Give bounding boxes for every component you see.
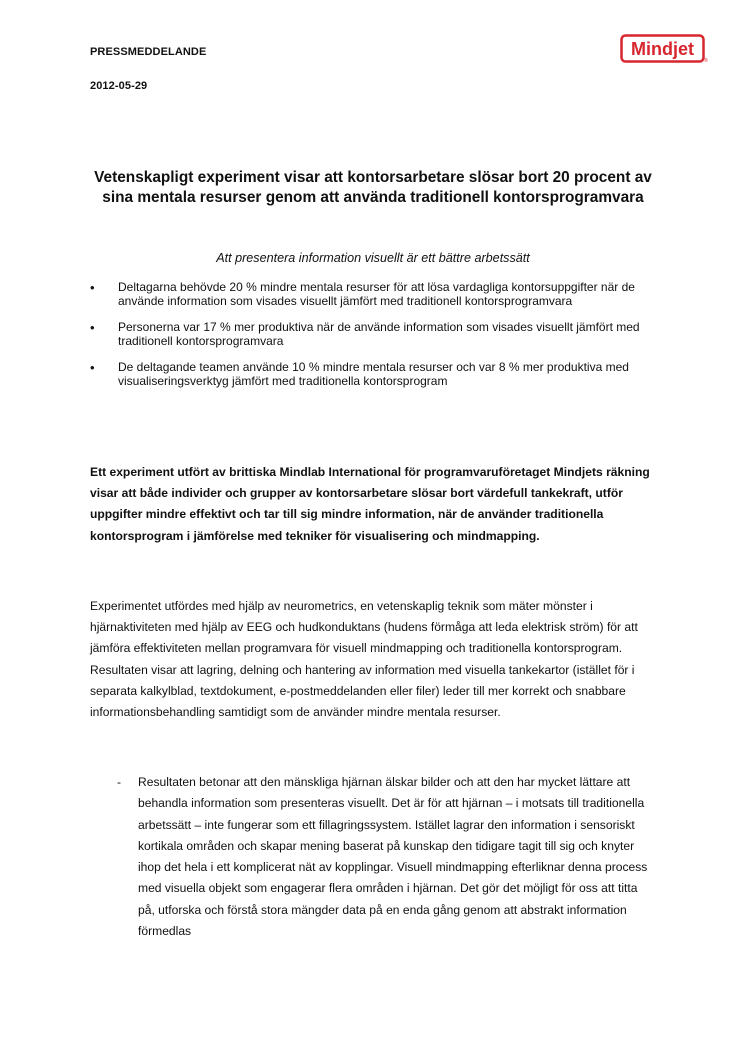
list-item — [90, 281, 650, 308]
bullet-icon: • — [90, 360, 95, 375]
svg-text:®: ® — [704, 58, 708, 64]
dash-icon: - — [117, 775, 122, 789]
list-item-text: De deltagande teamen använde 10 % mindre mentala resurser och var 8 % mer produktiva med visualiseringsverktyg jämfört med traditionella kontorsprogram — [118, 360, 629, 388]
list-item — [90, 361, 650, 388]
list-item — [90, 321, 650, 348]
mindjet-logo — [620, 34, 708, 64]
list-item-text: Deltagarna behövde 20 % mindre mentala resurser för att lösa vardagliga kontorsuppgifter när de använde information som visades visuellt jämfört med traditionell kontorsprogramvara — [118, 280, 635, 308]
bullet-icon: • — [90, 280, 95, 295]
dash-list-item-text: Resultaten betonar att den mänskliga hjärnan älskar bilder och att den har mycket lättare att behandla information som presenteras visuellt. Det är för att hjärnan – i motsats till traditionella arbetssätt – inte fungerar som ett fillagringssystem. Istället lagrar den information i sensoriskt kortikala områden och skapar mening baserat på kunskap den tidigare tagit till sig och knyter ihop det hela i ett komplicerat nät av kopplingar. Visuell mindmapping efterliknar denna process med visuella objekt som engagerar flera områden i hjärnan. Det gör det möjligt för oss att titta på, utforska och förstå stora mängder data på en enda gång genom att abstrakt information förmedlas — [138, 775, 648, 939]
key-points-list — [90, 281, 650, 401]
document-title: Vetenskapligt experiment visar att kontorsarbetare slösar bort 20 procent av sina mentala resurser genom att använda traditionell kontorsprogramvara — [94, 169, 652, 206]
svg-text:Mindjet: Mindjet — [631, 39, 694, 59]
bullet-icon: • — [90, 320, 95, 335]
body-paragraph: Experimentet utfördes med hjälp av neurometrics, en vetenskaplig teknik som mäter mönster i hjärnaktiviteten med hjälp av EEG och hudkonduktans (hudens förmåga att leda elektrisk ström) för att jämföra effektiviteten mellan programvara för visuell mindmapping och traditionella kontorsprogram. Resultaten visar att lagring, delning och hantering av information med visuella tankekartor (istället för i separata kalkylblad, textdokument, e-postmeddelanden eller filer) leder till mer korrekt och snabbare informationsbehandling samtidigt som de använder mindre mentala resurser. — [90, 599, 638, 720]
lead-paragraph: Ett experiment utfört av brittiska Mindlab International för programvaruföretaget Mindjets räkning visar att både individer och grupper av kontorsarbetare slösar bort värdefull tankekraft, utför uppgifter mindre effektivt och tar till sig mindre information, när de använder traditionella kontorsprogram i jämförelse med tekniker för visualisering och mindmapping. — [90, 465, 650, 543]
dash-list-item — [117, 772, 657, 942]
document-label: PRESSMEDDELANDE — [90, 46, 207, 58]
document-subtitle: Att presentera information visuellt är ett bättre arbetssätt — [216, 251, 530, 265]
list-item-text: Personerna var 17 % mer produktiva när de använde information som visades visuellt jämfört med traditionell kontorsprogramvara — [118, 320, 640, 348]
document-date: 2012-05-29 — [90, 80, 148, 92]
